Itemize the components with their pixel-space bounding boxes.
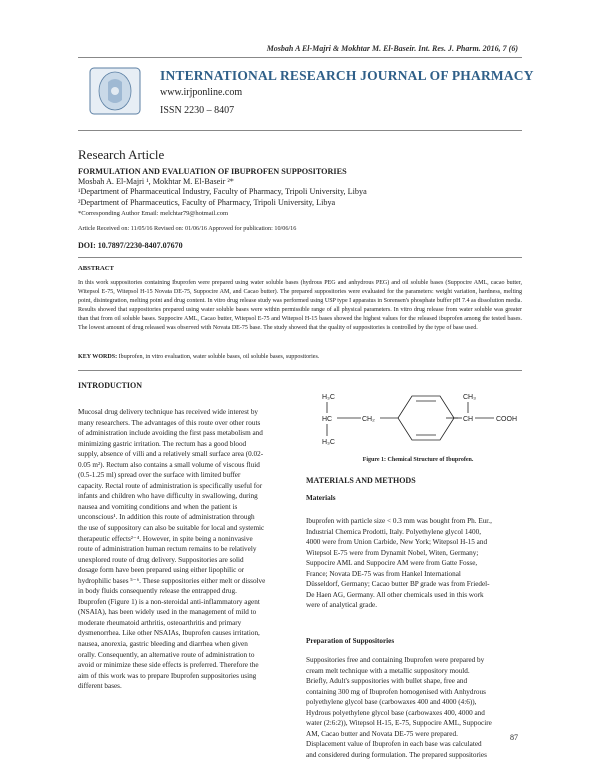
text-line: dysmenorrhea. Like other NSAIAs, Ibuprofen causes irritation,: [78, 629, 260, 638]
text-line: avoid or minimize these side effects is preferred. Therefore the: [78, 661, 259, 670]
text-line: De Haen AG, Germany. All other chemicals used in this work: [306, 590, 484, 599]
text-line: orally. Consequently, an alternative route of administration to: [78, 650, 255, 659]
preparation-subheading: Preparation of Suppositories: [306, 637, 395, 645]
running-header-citation: Mosbah A El-Majri & Mokhtar M. El-Baseir. Int. Res. J. Pharm. 2016, 7 (6): [266, 44, 518, 53]
text-line: Hydrous polyethylene glycol base (carbowaxes 400, 4000 and: [306, 708, 485, 717]
text-line: polyethylene glycol base (carbowaxes 400 and 4000 (4:6)),: [306, 698, 477, 707]
article-dates: Article Received on: 11/05/16 Revised on: 01/06/16 Approved for publication: 10/06/16: [78, 225, 297, 232]
text-line: the use of suppository can also be suitable for local and systemic: [78, 524, 265, 533]
keywords-label: KEY WORDS:: [78, 354, 118, 360]
text-line: dosage form have been prepared using either lipophilic or: [78, 566, 245, 575]
label-ch3: CH₃: [463, 394, 476, 401]
text-line: of administration include avoiding the first pass metabolism and: [78, 429, 263, 438]
header-bottom-rule: [78, 130, 522, 131]
text-line: infants and children who have difficulty in swallowing, during: [78, 492, 258, 501]
text-line: were of analytical grade.: [306, 601, 378, 610]
text-line: Displacement value of Ibuprofen in each base was calculated: [306, 740, 482, 749]
text-line: moderate rheumatoid arthritis, osteoarthritis and primary: [78, 618, 242, 627]
text-line: Witepsol E-75 were from Dynamit Nobel, Witen, Germany;: [306, 548, 479, 557]
text-line: supply, absence of villi and a relatively small surface area (0.02-: [78, 450, 264, 459]
article-type-label: Research Article: [78, 147, 165, 162]
journal-logo: [80, 62, 152, 120]
label-h3c-top: H₃C: [322, 394, 335, 401]
text-line: hydrophilic bases ⁵⁻⁶. These suppositories either melt or dissolve: [78, 576, 266, 585]
text-line: and considered during formulation. The prepared suppositories: [306, 750, 487, 759]
corresponding-author: *Corresponding Author Email: melchtar79@hotmail.com: [78, 210, 229, 217]
affiliation-1: ¹Department of Pharmaceutical Industry, Faculty of Pharmacy, Tripoli University, Libya: [78, 187, 367, 196]
text-line: nausea, anorexia, gastric bleeding and diarrhea when given: [78, 640, 248, 649]
text-line: containing 300 mg of Ibuprofen homogenised with Anhydrous: [306, 687, 486, 696]
text-line: 0.05 m²). Rectum also contains a small volume of viscous fluid: [78, 460, 260, 469]
text-line: Ibuprofen (Figure 1) is a non-steroidal anti-inflammatory agent: [78, 597, 260, 606]
text-line: AM, Cacao butter and Novata DE-75 were prepared.: [306, 729, 458, 738]
doi-link[interactable]: DOI: 10.7897/2230-8407.07670: [78, 241, 183, 250]
text-line: route of administration human rectum remains to be relatively: [78, 545, 257, 554]
text-line: therapeutic effects²⁻⁴. However, in spite being a noninvasive: [78, 534, 253, 543]
keywords-line: [78, 354, 522, 360]
abstract-text: In this work suppositories containing Ibuprofen were prepared using water soluble bases (hydrous PEG and anhydrous PEG) and oil soluble bases (Suppocire AML, cacao butter, Witepsol E-75, Witepsol H-15 Novata DE-75, Suppocire AM, and Cacao butter). The prepared suppositories were evaluated for the parameters: weight variation, hardness, melting point, disintegration, melting point and drug content. In vitro drug release study was performed using USP type I apparatus in Sorensen's phosphate buffer pH 7.4 as dissolution media. Results showed that suppositories prepared using water soluble bases were within permissible range of all physical parameters. In vitro drug release from water soluble was greater than that from oil soluble bases. Suppocire AML, Cacao butter, Witepsol E-75 and Witepsol H-15 bases showed the highest values for the released ibuprofen among the tested bases. The lowest amount of drug released was observed with Novata DE-75 base. The study showed that the quality of suppositories is controlled by the type of base used.: [78, 280, 522, 332]
page-number: 87: [510, 733, 518, 742]
text-line: Düsseldorf, Germany; Cacao butter BP grade was from Friedel-: [306, 580, 490, 589]
journal-url-link[interactable]: www.irjponline.com: [160, 87, 243, 98]
benzene-ring: [398, 396, 454, 440]
header-rule: [78, 57, 522, 58]
text-line: Ibuprofen with particle size < 0.3 mm was bought from Ph. Eur.,: [306, 517, 492, 525]
text-line: Briefly, Adult's suppositories with bullet shape, free and: [306, 677, 468, 686]
text-line: different bases.: [78, 682, 122, 691]
text-line: minimizing gastric irritation. The rectum has a good blood: [78, 439, 247, 448]
text-line: cream melt technique with a metallic suppository mould.: [306, 666, 470, 675]
text-line: nausea and vomiting conditions and when the patient is: [78, 502, 238, 511]
text-line: 4000 were from Union Carbide, New York; Witepsol H-15 and: [306, 538, 488, 547]
label-cooh: COOH: [496, 416, 517, 423]
text-line: France; Novata DE-75 was from Hankel International: [306, 569, 461, 578]
text-line: capacity. Rectal route of administration is specifically useful for: [78, 481, 263, 490]
text-line: water (2:6:2)), Witepsol H-15, E-75, Suppocire AML, Suppocire: [306, 719, 492, 728]
journal-title: INTERNATIONAL RESEARCH JOURNAL OF PHARMACY: [160, 68, 534, 83]
figure-1-caption: Figure 1: Chemical Structure of Ibuprofen.: [362, 457, 474, 463]
introduction-heading: INTRODUCTION: [78, 381, 143, 390]
text-line: (0.5-1.25 ml) spread over the surface with limited buffer: [78, 471, 241, 480]
paper-title: FORMULATION AND EVALUATION OF IBUPROFEN SUPPOSITORIES: [78, 167, 347, 176]
text-line: unexplored route of drug delivery. Suppositories are solid: [78, 555, 244, 564]
materials-methods-heading: MATERIALS AND METHODS: [306, 476, 416, 485]
text-line: Suppocire AML and Suppocire AM were from Gatte Fosse,: [306, 559, 478, 568]
author-list: Mosbah A. El-Majri ¹, Mokhtar M. El-Baseir ²*: [78, 177, 234, 186]
label-hc: HC: [322, 416, 333, 423]
introduction-body: [78, 407, 300, 692]
text-line: unconscious¹. In addition this route of administration through: [78, 513, 255, 522]
text-line: (NSAIA), has been widely used in the management of mild to: [78, 608, 257, 617]
abstract-top-rule: [78, 257, 522, 258]
text-line: in body fluids consequently release the entrapped drug.: [78, 587, 237, 596]
keywords-text: Ibuprofen, in vitro evaluation, water soluble bases, oil soluble bases, suppositories.: [117, 354, 320, 360]
label-ch2: CH₂: [362, 416, 375, 423]
text-line: many researchers. The advantages of this route over other routs: [78, 418, 261, 427]
abstract-bottom-rule: [78, 370, 522, 371]
abstract-heading: ABSTRACT: [78, 265, 114, 272]
preparation-body: [306, 655, 522, 760]
journal-issn: ISSN 2230 – 8407: [160, 105, 235, 116]
text-line: aim of this work was to prepare Ibuprofen suppositories using: [78, 671, 257, 680]
materials-body: [306, 516, 522, 611]
label-h3c-bottom: H₃C: [322, 439, 335, 446]
ibuprofen-structure-figure: [318, 388, 528, 452]
label-ch: CH: [463, 416, 474, 423]
materials-subheading: Materials: [306, 494, 336, 502]
text-line: Mucosal drug delivery technique has received wide interest by: [78, 408, 259, 416]
affiliation-2: ²Department of Pharmaceutics, Faculty of Pharmacy, Tripoli University, Libya: [78, 198, 336, 207]
text-line: Suppositories free and containing Ibuprofen were prepared by: [306, 656, 485, 664]
text-line: Industrial Chemica Prodotti, Italy. Polyethylene glycol 1400,: [306, 527, 481, 536]
